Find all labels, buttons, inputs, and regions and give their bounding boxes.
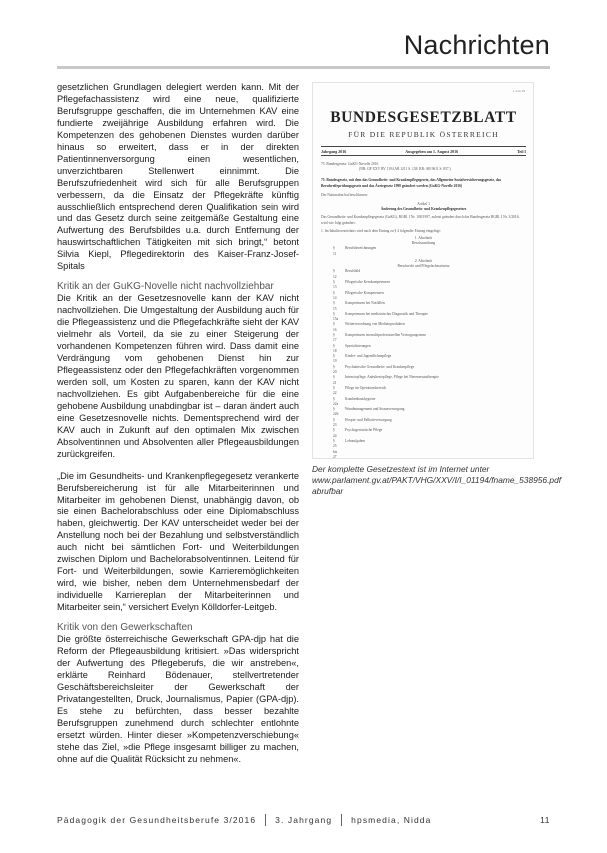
page-footer xyxy=(57,814,550,826)
gazette-toc-title: Kompetenzen bei medizinischer Diagnostik und Therapie xyxy=(345,311,428,316)
gazette-toc-row xyxy=(321,291,526,302)
section-title: Nachrichten xyxy=(403,30,550,60)
gazette-toc-title: Pflegerische Kernkompetenzen xyxy=(345,280,391,285)
gazette-toc-section: § 22 xyxy=(333,385,337,396)
gazette-law-description: 75. Bundesgesetz, mit dem das Gesundheits- und Krankenpflegegesetz, das Allgemeine Sozialversicherungsgesetz, das Berufsreifeprüfungsgesetz und das Ärztegesetz 1998 geändert werden (GuKG-Novelle 2016) xyxy=(321,178,501,188)
gazette-toc-section: § 11 xyxy=(333,246,337,256)
gazette-toc-section: § 19 xyxy=(333,354,337,364)
gazette-toc-section: § 20 xyxy=(333,364,337,375)
gazette-toc-row xyxy=(321,246,526,257)
gazette-issued: Ausgegeben am 1. August 2016 xyxy=(405,148,459,154)
gazette-toc-row xyxy=(321,312,526,323)
footer-journal: Pädagogik der Gesundheitsberufe 3/2016 xyxy=(57,815,257,825)
gazette-toc-section: § 15a xyxy=(333,311,339,322)
gazette-toc-title: Psychogeriatrische Pflege xyxy=(345,428,383,433)
gazette-toc-section: § 12 xyxy=(333,269,337,279)
gazette-toc-row xyxy=(321,418,526,429)
gazette-toc-title: Pflege im Operationsbereich xyxy=(345,385,387,390)
gazette-toc-title: Spezialisierungen xyxy=(345,343,371,348)
gazette-toc-title: Kinder- und Jugendlichenpflege xyxy=(345,354,392,359)
gazette-toc-row xyxy=(321,375,526,386)
gazette-part-a: 1. Abschnitt xyxy=(414,236,433,241)
article-subheading: Kritik an der GuKG-Novelle nicht nachvollziehbar xyxy=(57,281,274,293)
gazette-toc-title: Pflegerische Kompetenzen xyxy=(345,290,384,295)
gazette-toc-row xyxy=(321,269,526,280)
gazette-masthead: BUNDESGESETZBLATT xyxy=(330,109,517,126)
gazette-toc-section: § 16 xyxy=(333,322,337,332)
gazette-article-number: Artikel 1 xyxy=(417,202,430,207)
article-paragraph: Die Kritik an der Gesetzesnovelle kann der KAV nicht nachvollziehen. Die Umgestaltung der Ausbildung auch für die Pflegeassistenz und die Pflegefachkräfte sieht der KAV vielmehr als Vorteil, da sie zu einer Steigerung der vorhandenen Kompetenzen führen wird. Dass damit eine Verdrängung vom gehobenen Dienst hin zur Pflegeassistenz oder den Pflegefachkräften vorgenommen werden soll, um Kosten zu sparen, kann der KAV nicht nachvollziehen. Es gibt Aufgabenbereiche für die eine gehobene Ausbildung unabdingbar ist – daran ändert auch eine Gesetzesnovelle nichts. Dementsprechend wird der KAV auch in Zukunft auf den optimalen Mix zwischen Absolventinnen und Absolventen aller Pflegeausbildungen zurückgreifen. xyxy=(57,293,299,459)
gazette-toc-title: Kompetenzen bei Notfällen xyxy=(345,301,385,306)
gazette-toc-row xyxy=(321,280,526,291)
gazette-council: Der Nationalrat hat beschlossen: xyxy=(321,192,368,197)
gazette-toc-row xyxy=(321,333,526,344)
footer-publisher: hpsmedia, Nidda xyxy=(351,815,432,825)
gazette-toc-section: § 25 bis 27 xyxy=(333,438,338,459)
gazette-toc-row xyxy=(321,386,526,397)
gazette-toc-section: § 18 xyxy=(333,343,337,353)
gazette-toc-section: § 21 xyxy=(333,375,337,385)
side-column xyxy=(312,82,562,496)
gazette-toc-title: Hospiz- und Palliativversorgung xyxy=(345,417,392,422)
gazette-part-b-title: Berufsrecht und Pflegefachassistenz xyxy=(397,264,450,269)
gazette-toc-title: Intensivpflege, Anästhesiepflege, Pflege bei Nierenersatztherapie xyxy=(345,375,439,380)
gazette-part-b: 2. Abschnitt xyxy=(414,259,433,264)
gazette-toc-section: § 22b xyxy=(333,407,339,417)
footer-separator xyxy=(265,814,266,826)
gazette-toc-row xyxy=(321,301,526,312)
article-paragraph: Die größte österreichische Gewerkschaft GPA-djp hat die Reform der Pflegeausbildung kritisiert. »Das widerspricht der Aufwertung des Pflegeberufs, die wir anstreben«, erklärte Reinhard Bödenauer, stellvertretender Geschäftsbereichsleiter der Gewerkschaft der Privatangestellten, Druck, Journalismus, Papier (GPA-djp). Es stehe zu befürchten, dass besser bezahlte Berufsgruppen zunehmend durch schlechter entlohnte ersetzt würden. Hinter dieser »Kompetenzverschiebung« stehe das Ziel, »die Pflege insgesamt billiger zu machen, ohne auf die Qualität Rücksicht zu nehmen«. xyxy=(57,634,299,764)
gazette-toc-row xyxy=(321,322,526,333)
gazette-toc-section: § 24 xyxy=(333,428,337,438)
gazette-toc-title: Wundmanagement und Stomaversorgung xyxy=(345,407,405,412)
gazette-law-title: 75. Bundesgesetz: GuKG-Novelle 2016 xyxy=(321,162,379,166)
gazette-year: Jahrgang 2016 xyxy=(321,148,347,154)
gazette-toc-title: Psychiatrische Gesundheits- und Krankenpflege xyxy=(345,364,415,369)
article-paragraph: gesetzlichen Grundlagen delegiert werden kann. Mit der Pflegefachassistenz wird eine neue, qualifizierte Berufsgruppe geschaffen, die im Unternehmen KAV eine fundierte zweijährige Ausbildung erfahren wird. Die Kompetenzen des gehobenen Dienstes wurden darüber hinaus so erweitert, dass er in der direkten Patientinnenversorgung einen wesentlichen, unverzichtbaren Stellenwert einnimmt. Die Berufszufriedenheit wird sich für alle Berufsgruppen verbessern, da die Einsatz der Pflegekräfte künftig ausschließlich entsprechend deren Qualifikation sein wird und das Gesetz durch seine zeitgemäße Gestaltung eine Aufwertung des Berufsbildes u.a. durch Entfernung der hauswirtschaftlichen Tätigkeiten mit sich bringt,“ betont Silvia Kiepl, Pflegedirektorin des Kaiser-Franz-Josef-Spitals xyxy=(57,82,299,272)
gazette-toc-title: Kompetenzen im multiprofessionellen Versorgungsteam xyxy=(345,333,426,337)
gazette-toc-title: Berufsbild xyxy=(345,269,361,274)
gazette-toc-section: § 14 xyxy=(333,290,337,300)
gazette-toc-section: § 17 xyxy=(333,333,337,343)
article-paragraph: „Die im Gesundheits- und Krankenpflegegesetz verankerte Berufsbereicherung ist für alle Mitarbeiterinnen und Mitarbeiter im gehobenen Dienst, unabhängig davon, ob sie einen Bachelorabschluss oder eine Diplomabschluss haben, gleichwertig. Der KAV unterscheidet weder bei der Anstellung noch bei der Bezahlung und selbstverständlich auch nicht bei sämtlichen Fort- und Weiterbildungen zwischen Diplom und Bachelorabsolventinnen. Leitend für Fort- und Weiterbildungen, sowie Karrieremöglichkeiten wird, wie bisher, neben dem Unternehmensbedarf der individuelle Karriereplan der Mitarbeiterinnen und Mitarbeiter sein,“ versichert Evelyn Kölldorfer-Leitgeb. xyxy=(57,470,299,613)
gazette-part-a-title: Berufsausübung xyxy=(411,241,436,246)
gazette-subtitle: FÜR DIE REPUBLIK ÖSTERREICH xyxy=(348,130,499,139)
gazette-intro: Das Gesundheits- und Krankenpflegegesetz (GuKG), BGBl. I Nr. 108/1997, zuletzt geändert durch das Bundesgesetz BGBl. I Nr. 3/2016, wird wie folgt geändert: xyxy=(321,215,520,225)
gazette-line: 1. Im Inhaltsverzeichnis wird nach dem Eintrag zu § 4 folgender Eintrag eingefügt: xyxy=(321,228,441,233)
gazette-article-title: Änderung des Gesundheits- und Krankenpflegegesetzes xyxy=(380,207,467,212)
page-number: 11 xyxy=(540,815,550,825)
gazette-toc-row xyxy=(321,365,526,376)
header-rule xyxy=(57,66,550,69)
gazette-toc-title: Berufsbezeichnungen xyxy=(345,246,377,251)
gazette-toc-title: Krankenhaushygiene xyxy=(345,396,376,401)
gazette-image xyxy=(312,82,534,459)
article-subheading: Kritik von den Gewerkschaften xyxy=(57,622,193,634)
gazette-issue-bar xyxy=(321,146,526,156)
footer-separator xyxy=(341,814,342,826)
footer-year: 3. Jahrgang xyxy=(275,815,333,825)
gazette-toc-row xyxy=(321,354,526,365)
gazette-part: Teil I xyxy=(517,148,526,154)
image-caption: Der komplette Gesetzestext ist im Internet unter www.parlament.gv.at/PAKT/VHG/XXV/I/I_01194/fname_538956.pdf abrufbar xyxy=(312,464,562,496)
gazette-toc-title: Lehraufgaben xyxy=(345,438,365,443)
gazette-toc-row xyxy=(321,397,526,408)
article-column xyxy=(57,82,299,766)
gazette-law-ref: (NR: GP XXV RV 1194 AB 1211 S. 138. BR: AB 9611 S. 857.) xyxy=(359,167,451,172)
gazette-toc-row xyxy=(321,428,526,439)
gazette-toc-row xyxy=(321,407,526,418)
gazette-toc-section: § 22a xyxy=(333,396,339,406)
gazette-toc-section: § 13 xyxy=(333,280,337,290)
gazette-toc-section: § 15 xyxy=(333,301,337,311)
gazette-toc-section: § 23 xyxy=(333,417,337,428)
gazette-toc-row xyxy=(321,344,526,355)
gazette-page-number: 1 von 19 xyxy=(512,89,525,93)
gazette-toc-title: Weiterverordnung von Medizinprodukten xyxy=(345,322,405,327)
gazette-toc-row xyxy=(321,439,526,459)
